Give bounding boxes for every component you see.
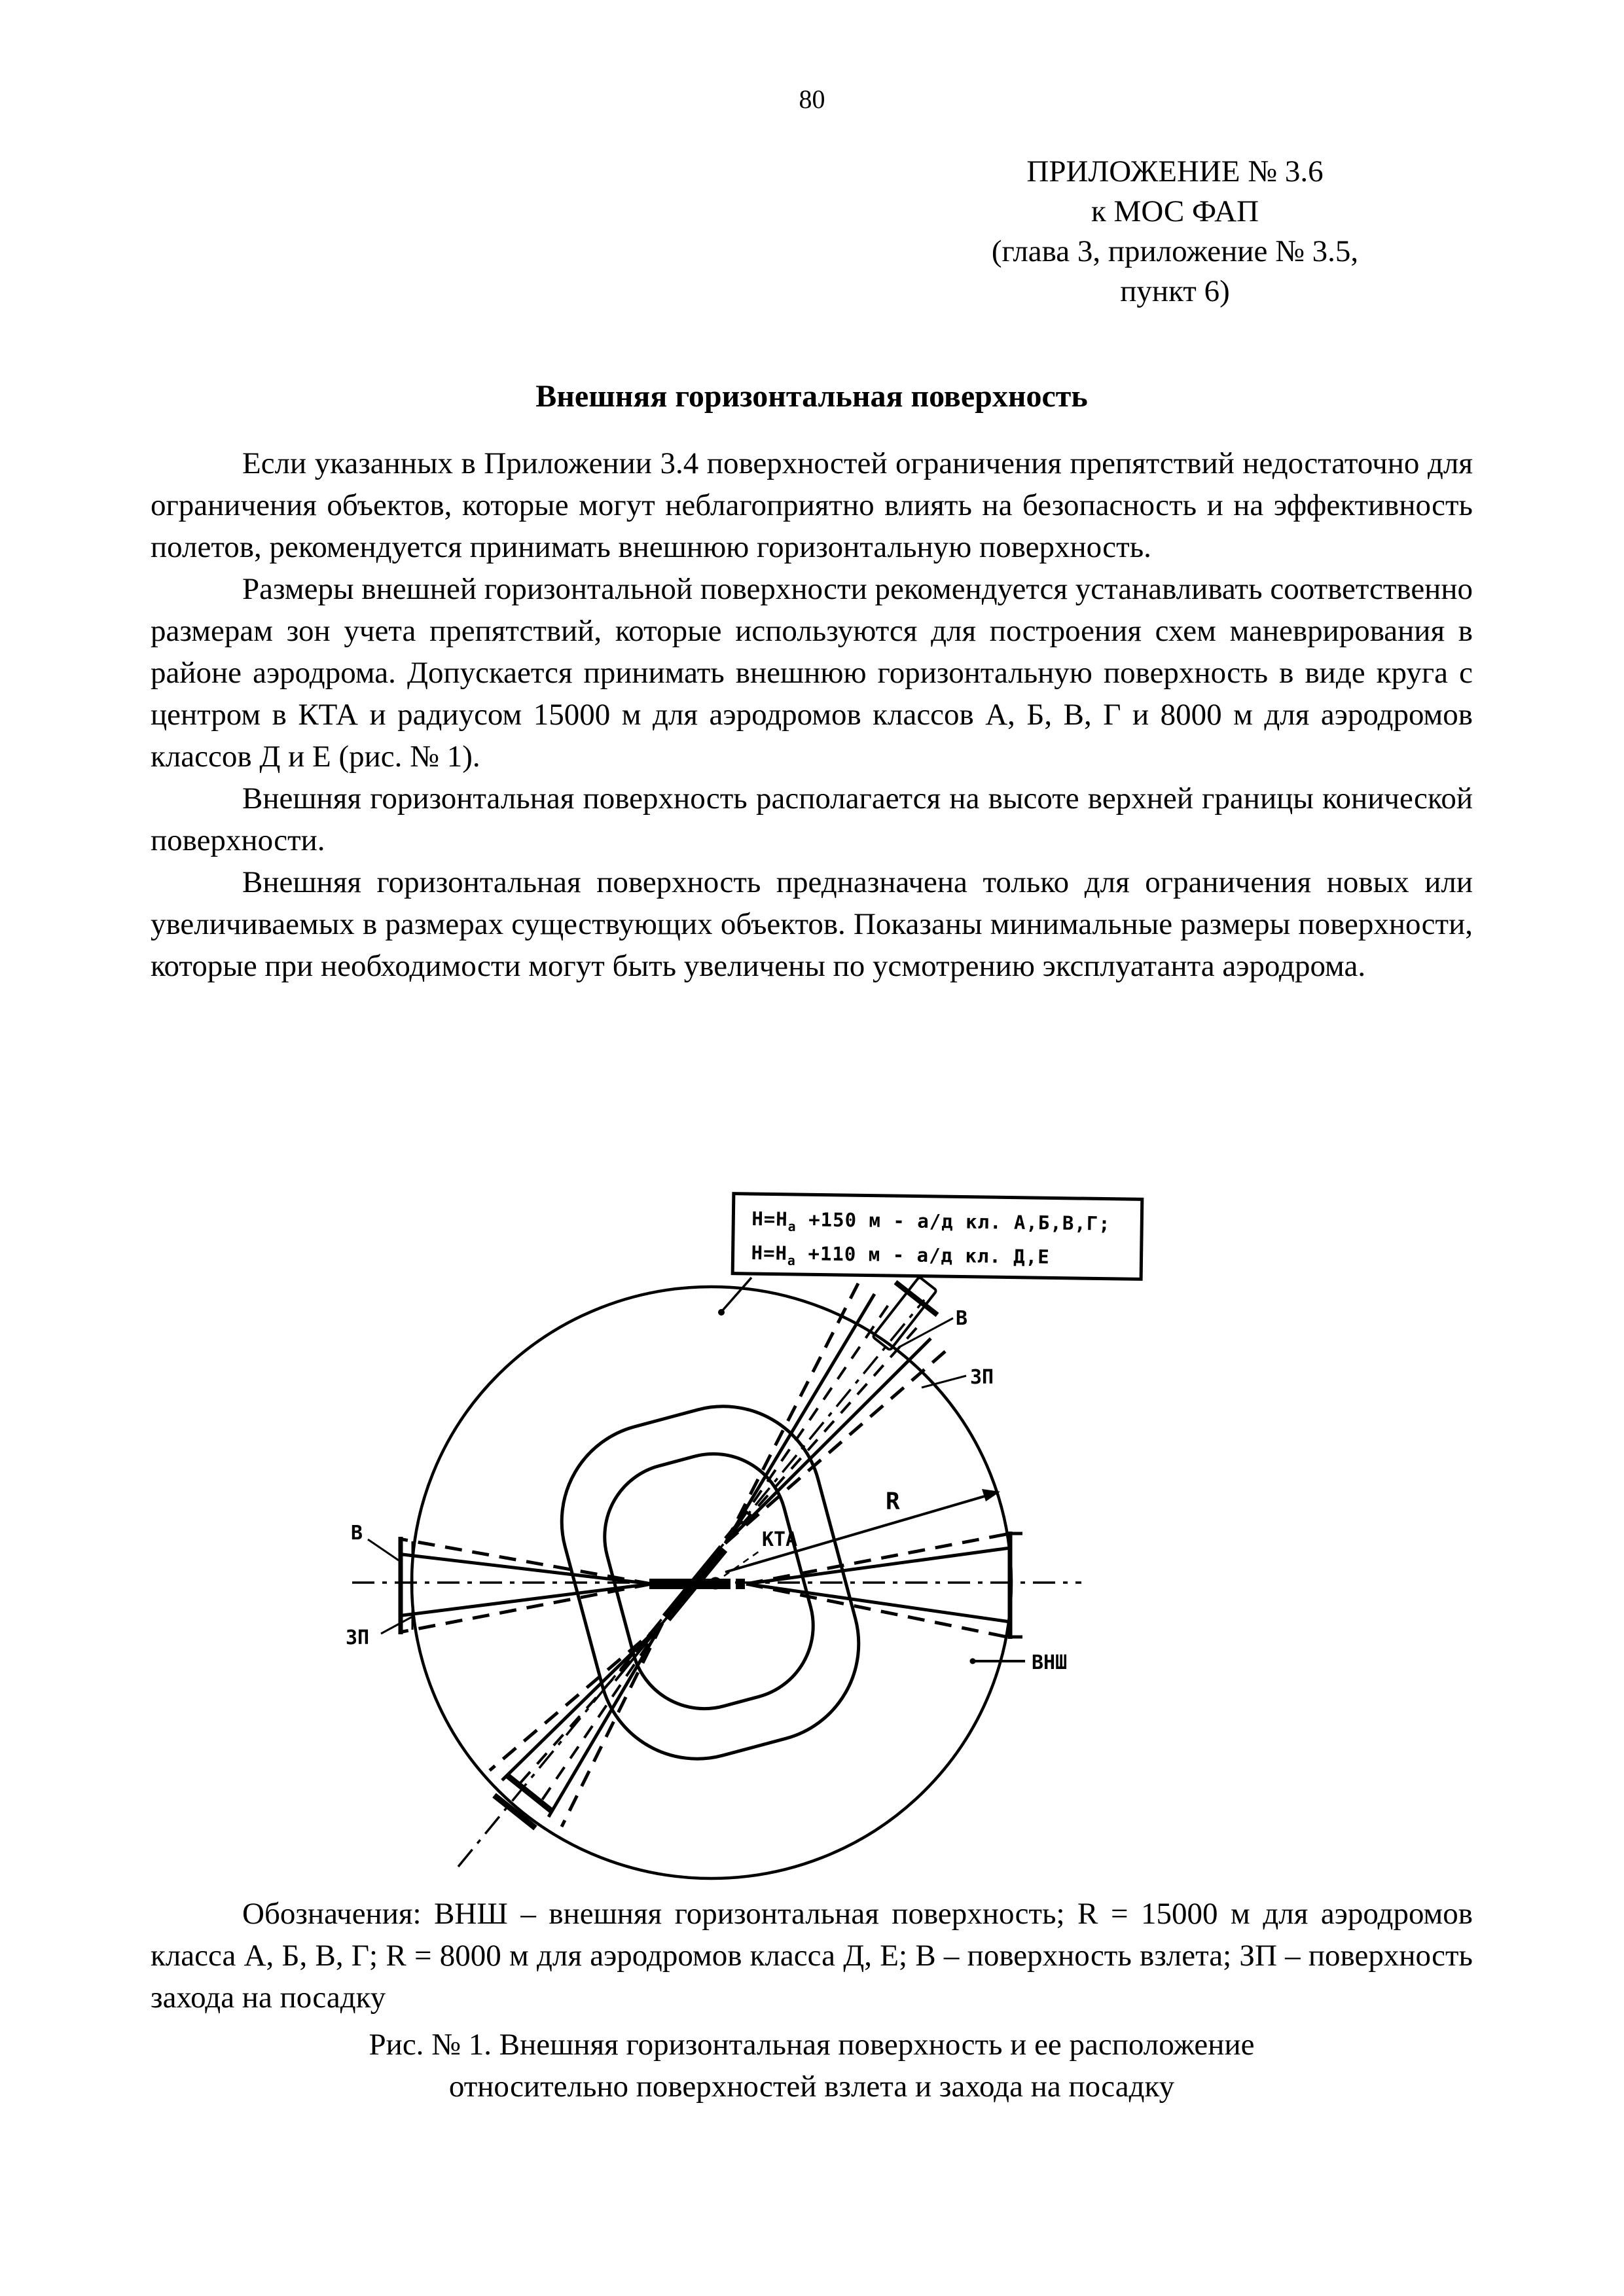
formula-box <box>732 1194 1142 1280</box>
figure-diagram <box>301 1172 1185 1905</box>
figure-caption-line-1: Рис. № 1. Внешняя горизонтальная поверхность и ее расположение <box>369 2028 1255 2062</box>
legend-paragraph: Обозначения: ВНШ – внешняя горизонтальная поверхность; R = 15000 м для аэродромов класса А, Б, В, Г; R = 8000 м для аэродромов класса Д, Е; В – поверхность взлета; ЗП – поверхность захода на посадку <box>151 1897 1473 2015</box>
header-line-3: (глава 3, приложение № 3.5, <box>991 234 1359 268</box>
paragraph-2: Размеры внешней горизонтальной поверхности рекомендуется устанавливать соответственно размерам зон учета препятствий, которые используются для построения схем маневрирования в районе аэродрома. Допускается принимать внешнюю горизонтальную поверхность в виде круга с центром в КТА и радиусом 15000 м для аэродромов классов А, Б, В, Г и 8000 м для аэродромов классов Д и Е (рис. № 1). <box>151 572 1473 774</box>
formula-line1-sub: а <box>787 1218 797 1234</box>
formula-line1-pre: Н=Н <box>751 1208 788 1230</box>
svg-text:Н=На +110 м - а/д кл. Д,Е <box>751 1242 1050 1272</box>
kta-label: КТА <box>762 1528 798 1551</box>
paragraph-3: Внешняя горизонтальная поверхность располагается на высоте верхней границы конической поверхности. <box>151 781 1473 857</box>
approach-top-label: ЗП <box>970 1366 994 1389</box>
approach-left-label: ЗП <box>346 1626 370 1649</box>
surface-fan-upper-right <box>725 1277 947 1543</box>
formula-box-leader <box>718 1278 751 1316</box>
header-line-4: пункт 6) <box>1120 274 1230 308</box>
vnsh-label: ВНШ <box>1032 1651 1068 1674</box>
figure-caption <box>151 2024 1473 2108</box>
paragraph-1: Если указанных в Приложении 3.4 поверхностей ограничения препятствий недостаточно для ограничения объектов, которые могут неблагоприятно влиять на безопасность и на эффективность полетов, рекомендуется принимать внешнюю горизонтальную поверхность. <box>151 446 1473 564</box>
radius-label: R <box>886 1488 900 1515</box>
takeoff-left-label: В <box>351 1522 363 1545</box>
svg-text:Н=На +150 м - а/д кл. А,Б,В,Г; <box>751 1208 1111 1239</box>
formula-line1-post: +150 м - а/д кл. А,Б,В,Г; <box>796 1208 1111 1235</box>
page-number: 80 <box>799 84 825 114</box>
section-title: Внешняя горизонтальная поверхность <box>535 379 1088 414</box>
figure-caption-line-2: относительно поверхностей взлета и захода на посадку <box>448 2070 1175 2104</box>
legend-block <box>151 1893 1473 2018</box>
takeoff-top-label: В <box>956 1307 968 1330</box>
header-line-1: ПРИЛОЖЕНИЕ № 3.6 <box>1026 154 1324 188</box>
formula-line2-post: +110 м - а/д кл. Д,Е <box>795 1242 1050 1268</box>
body-text <box>151 442 1473 987</box>
formula-line2-pre: Н=Н <box>751 1242 788 1265</box>
header-line-2: к МОС ФАП <box>1091 194 1259 228</box>
approach-top-callout <box>922 1366 994 1389</box>
takeoff-left-callout <box>351 1522 399 1560</box>
appendix-header <box>871 152 1479 312</box>
formula-line2-sub: а <box>787 1252 797 1268</box>
vnsh-callout <box>970 1651 1068 1674</box>
paragraph-4: Внешняя горизонтальная поверхность предназначена только для ограничения новых или увеличиваемых в размерах существующих объектов. Показаны минимальные размеры поверхности, которые при необходимости могут быть увеличены по усмотрению эксплуатанта аэродрома. <box>151 865 1473 983</box>
